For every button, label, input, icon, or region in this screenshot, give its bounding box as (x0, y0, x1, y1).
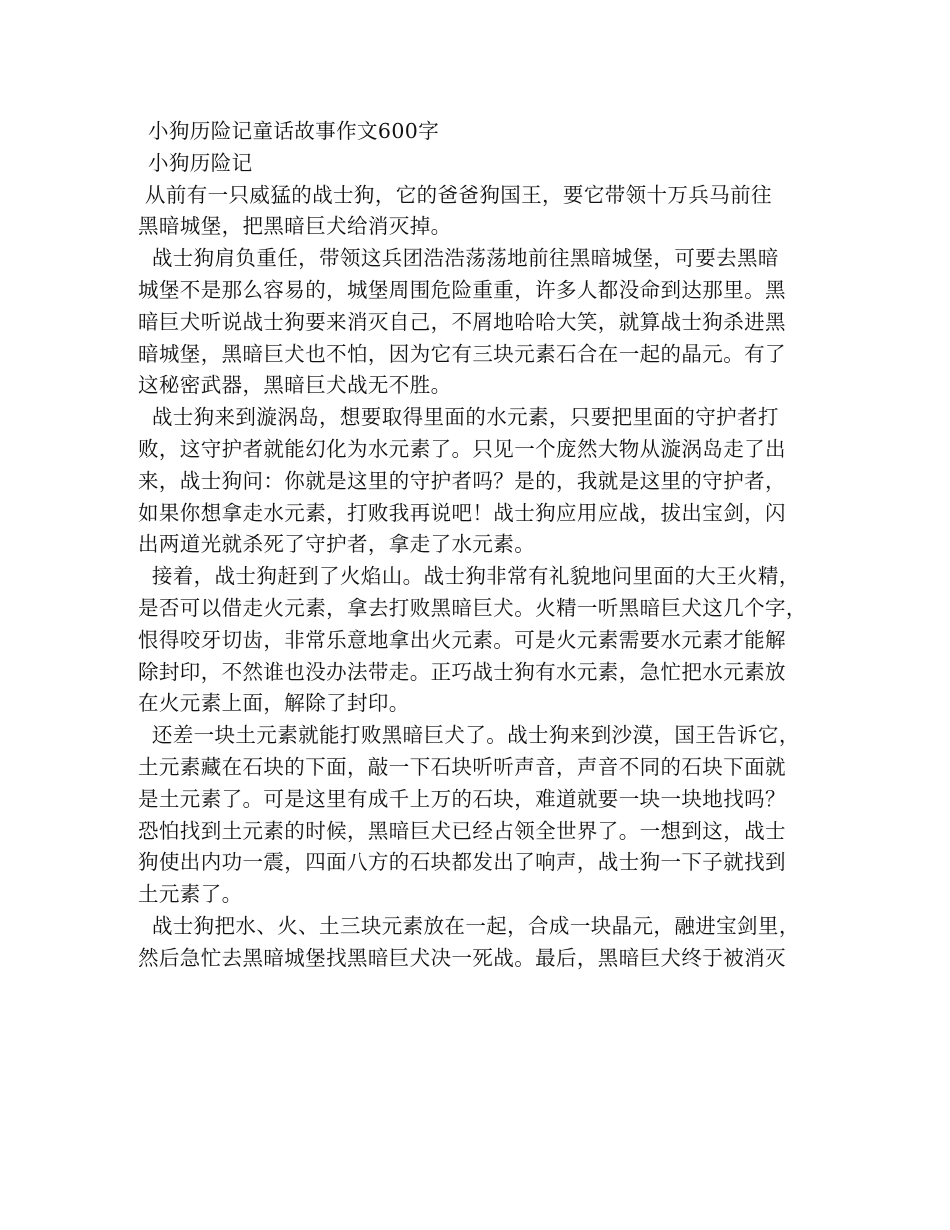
paragraph-4-line-3: 恨得咬牙切齿，非常乐意地拿出火元素。可是火元素需要水元素才能解 (138, 627, 786, 652)
paragraph-6-line-2: 然后急忙去黑暗城堡找黑暗巨犬决一死战。最后，黑暗巨犬终于被消灭 (138, 945, 786, 970)
paragraph-5-line-2: 土元素藏在石块的下面，敲一下石块听听声音，声音不同的石块下面就 (138, 754, 786, 779)
paragraph-2-line-4: 暗城堡，黑暗巨犬也不怕，因为它有三块元素石合在一起的晶元。有了 (138, 341, 786, 366)
paragraph-3-line-4: 如果你想拿走水元素，打败我再说吧！战士狗应用应战，拔出宝剑，闪 (138, 500, 786, 525)
paragraph-5-line-1: 还差一块土元素就能打败黑暗巨犬了。战士狗来到沙漠，国王告诉它， (138, 723, 800, 748)
paragraph-5-line-6: 土元素了。 (138, 882, 243, 907)
paragraph-2-line-2: 城堡不是那么容易的，城堡周围危险重重，许多人都没命到达那里。黑 (138, 277, 786, 302)
document-subtitle: 小狗历险记 (148, 150, 253, 175)
paragraph-2-line-3: 暗巨犬听说战士狗要来消灭自己，不屑地哈哈大笑，就算战士狗杀进黑 (138, 309, 786, 334)
paragraph-5-line-3: 是土元素了。可是这里有成千上万的石块，难道就要一块一块地找吗？ (138, 786, 786, 811)
paragraph-6-line-1: 战士狗把水、火、土三块元素放在一起，合成一块晶元，融进宝剑里， (138, 913, 800, 938)
paragraph-1-line-2: 黑暗城堡，把黑暗巨犬给消灭掉。 (138, 214, 452, 239)
paragraph-2-line-5: 这秘密武器，黑暗巨犬战无不胜。 (138, 373, 452, 398)
paragraph-3-line-5: 出两道光就杀死了守护者，拿走了水元素。 (138, 532, 536, 557)
paragraph-4-line-4: 除封印，不然谁也没办法带走。正巧战士狗有水元素，急忙把水元素放 (138, 659, 786, 684)
paragraph-3-line-2: 败，这守护者就能幻化为水元素了。只见一个庞然大物从漩涡岛走了出 (138, 436, 786, 461)
document-title: 小狗历险记童话故事作文600字 (148, 119, 440, 143)
paragraph-5-line-4: 恐怕找到土元素的时候，黑暗巨犬已经占领全世界了。一想到这，战士 (138, 818, 786, 843)
paragraph-2-line-1: 战士狗肩负重任，带领这兵团浩浩荡荡地前往黑暗城堡，可要去黑暗 (138, 246, 779, 271)
paragraph-3-line-3: 来，战士狗问：你就是这里的守护者吗？是的，我就是这里的守护者， (138, 468, 786, 493)
paragraph-3-line-1: 战士狗来到漩涡岛，想要取得里面的水元素，只要把里面的守护者打 (138, 405, 779, 430)
paragraph-4-line-2: 是否可以借走火元素，拿去打败黑暗巨犬。火精一听黑暗巨犬这几个字， (138, 595, 807, 620)
paragraph-5-line-5: 狗使出内功一震，四面八方的石块都发出了响声，战士狗一下子就找到 (138, 850, 786, 875)
document-body (138, 116, 818, 975)
paragraph-1-line-1: 从前有一只威猛的战士狗，它的爸爸狗国王，要它带领十万兵马前往 (138, 182, 772, 207)
paragraph-4-line-1: 接着，战士狗赶到了火焰山。战士狗非常有礼貌地问里面的大王火精， (138, 564, 800, 589)
paragraph-4-line-5: 在火元素上面，解除了封印。 (138, 691, 410, 716)
